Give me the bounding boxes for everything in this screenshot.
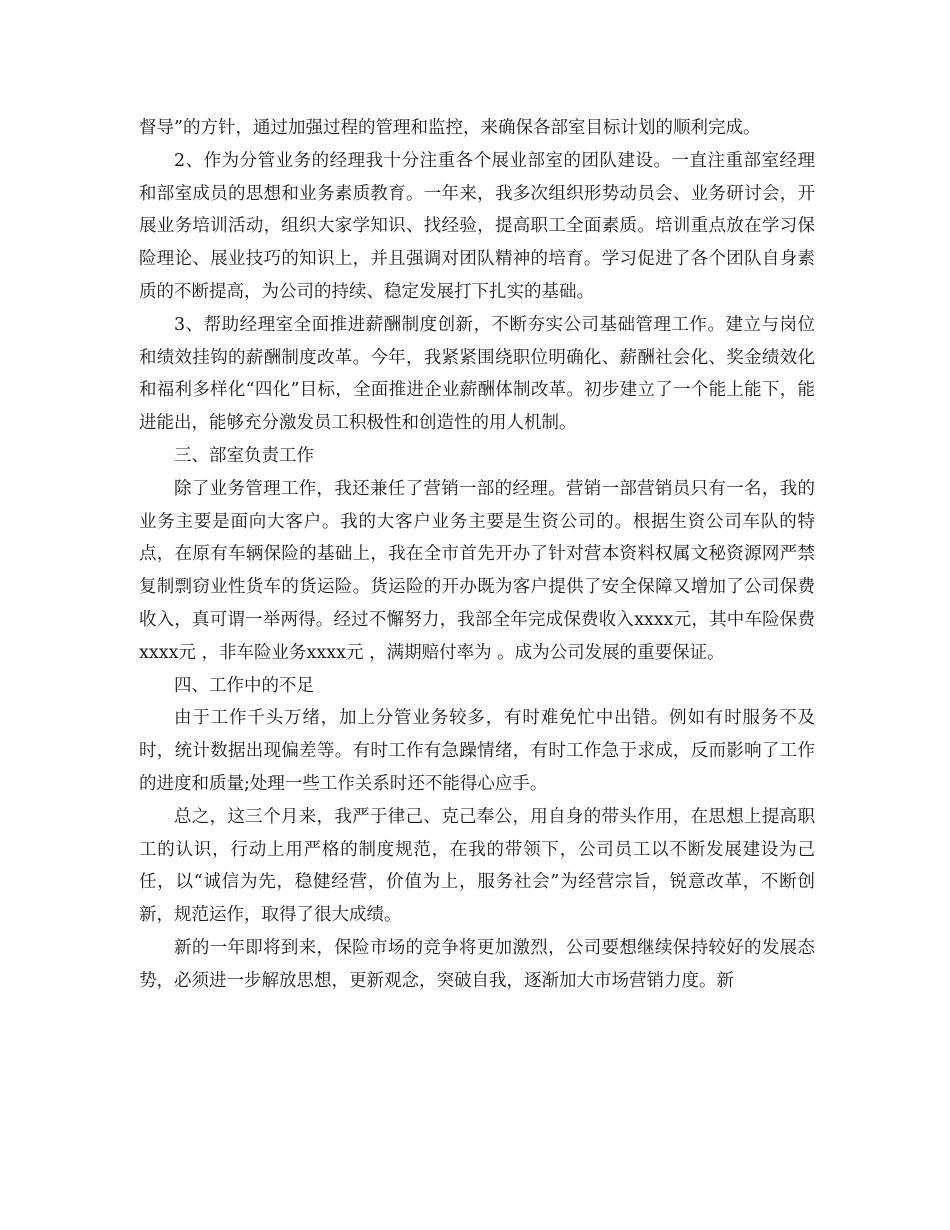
paragraph-new-year: 新的一年即将到来，保险市场的竞争将更加激烈，公司要想继续保持较好的发展态势，必须进一步解放思想，更新观念，突破自我，逐渐加大市场营销力度。新 — [139, 937, 815, 991]
paragraph-summary: 总之，这三个月来，我严于律己、克己奉公，用自身的带头作用，在思想上提高职工的认识，行动上用严格的制度规范，在我的带领下，公司员工以不断发展建设为己任，以“诚信为先，稳健经营，价值为上，服务社会”为经营宗旨，锐意改革，不断创新，规范运作，取得了很大成绩。 — [139, 806, 815, 926]
paragraph-continuation: 督导”的方针，通过加强过程的管理和监控，来确保各部室目标计划的顺利完成。 — [139, 118, 761, 138]
paragraph-salary-reform: 3、帮助经理室全面推进薪酬制度创新，不断夯实公司基础管理工作。建立与岗位和绩效挂钩的薪酬制度改革。今年，我紧紧围绕职位明确化、薪酬社会化、奖金绩效化和福利多样化“四化”目标，全面推进企业薪酬体制改革。初步建立了一个能上能下，能进能出，能够充分激发员工积极性和创造性的用人机制。 — [139, 314, 815, 434]
document-page — [139, 112, 815, 998]
paragraph-shortcomings: 由于工作千头万绪，加上分管业务较多，有时难免忙中出错。例如有时服务不及时，统计数据出现偏差等。有时工作有急躁情绪，有时工作急于求成，反而影响了工作的进度和质量;处理一些工作关系时还不能得心应手。 — [139, 708, 815, 794]
section-heading-department-work: 三、部室负责工作 — [174, 445, 314, 466]
paragraph-team-building: 2、作为分管业务的经理我十分注重各个展业部室的团队建设。一直注重部室经理和部室成员的思想和业务素质教育。一年来，我多次组织形势动员会、业务研讨会，开展业务培训活动，组织大家学知识、找经验，提高职工全面素质。培训重点放在学习保险理论、展业技巧的知识上，并且强调对团队精神的培育。学习促进了各个团队自身素质的不断提高，为公司的持续、稳定发展打下扎实的基础。 — [139, 150, 815, 302]
paragraph-department-work: 除了业务管理工作，我还兼任了营销一部的经理。营销一部营销员只有一名，我的业务主要是面向大客户。我的大客户业务主要是生资公司的。根据生资公司车队的特点，在原有车辆保险的基础上，我在全市首先开办了针对营本资料权属文秘资源网严禁复制剽窃业性货车的货运险。货运险的开办既为客户提供了安全保障又增加了公司保费收入，真可谓一举两得。经过不懈努力，我部全年完成保费收入xxxx元，其中车险保费xxxx元 ，非车险业务xxxx元 ，满期赔付率为 。成为公司发展的重要保证。 — [139, 478, 815, 663]
section-heading-shortcomings: 四、工作中的不足 — [174, 675, 314, 696]
